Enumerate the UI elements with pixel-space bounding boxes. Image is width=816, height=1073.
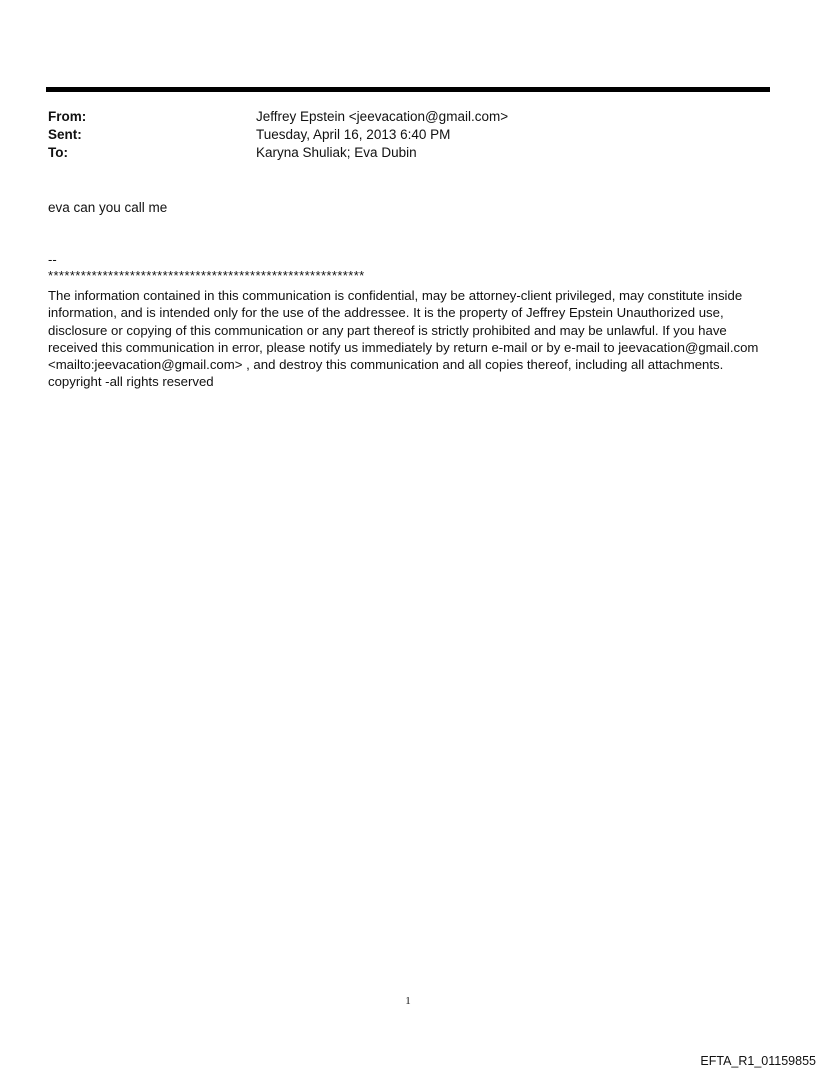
header-divider [46,87,770,92]
confidentiality-disclaimer: The information contained in this communication is confidential, may be attorney-client privileged, may constitute inside information, and is intended only for the use of the addressee. It is the property of Jeffrey Epstein Unauthorized use, disclosure or copying of this communication or any part thereof is strictly prohibited and may be unlawful. If you have received this communication in error, please notify us immediately by return e-mail or by e-mail to jeevacation@gmail.com <mailto:jeevacation@gmail.com> , and destroy this communication and all copies thereof, including all attachments. copyright -all rights reserved [48,288,759,390]
signature-stars: ********************************************************** [48,268,365,283]
bates-number: EFTA_R1_01159855 [700,1054,816,1068]
sent-row [48,126,768,144]
from-label: From: [48,109,87,124]
from-row [48,108,768,126]
to-label: To: [48,145,68,160]
signature-separator: -- [48,252,57,267]
sent-value: Tuesday, April 16, 2013 6:40 PM [256,127,451,142]
to-row [48,144,768,162]
from-value: Jeffrey Epstein <jeevacation@gmail.com> [256,109,509,124]
to-value: Karyna Shuliak; Eva Dubin [256,145,417,160]
email-header [48,108,768,162]
page-number: 1 [405,995,411,1007]
sent-label: Sent: [48,127,82,142]
message-body: eva can you call me [48,200,168,215]
